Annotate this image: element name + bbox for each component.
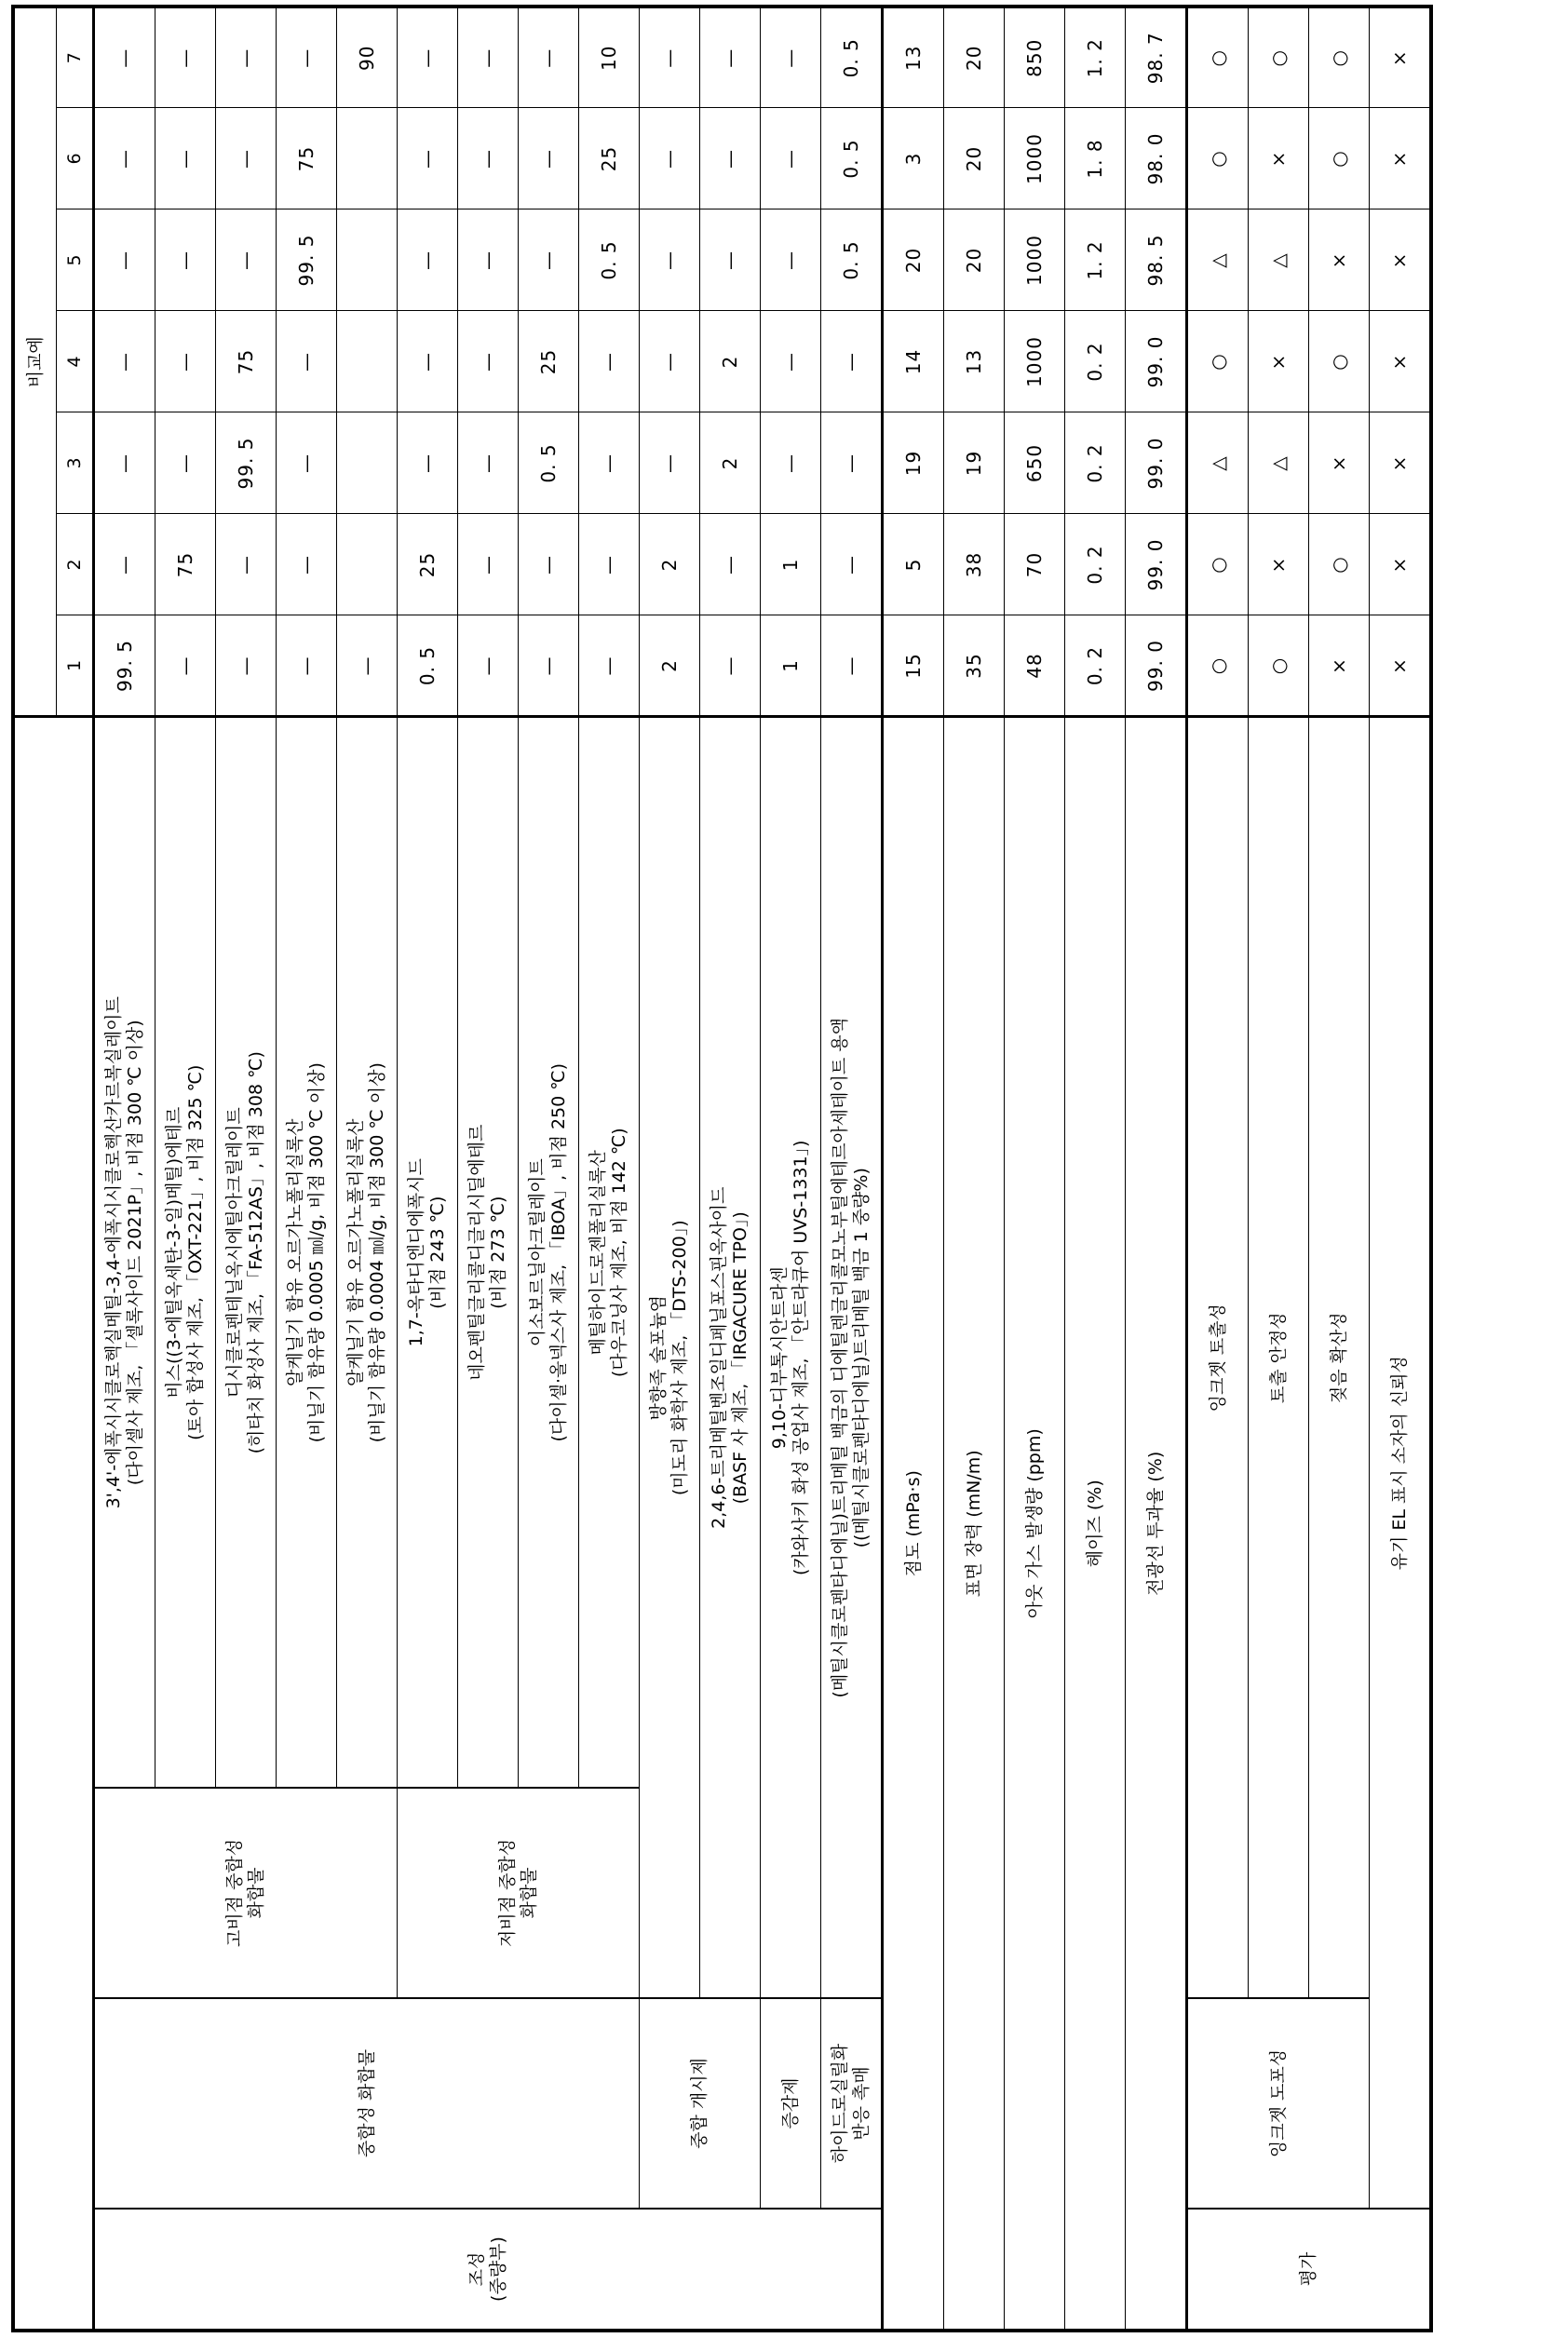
value-cell-example-4: 0. 2 — [1065, 311, 1126, 412]
value-cell-example-3: — — [94, 412, 155, 514]
low-boiling-group: 저비점 중합성 화합물 — [398, 1788, 640, 1998]
compound-name: 네오펜틸글리콜디글리시딜에테르 (비점 273 ℃) — [458, 717, 519, 1788]
comparative-examples-table — [11, 5, 1433, 2332]
evaluation-name: 젖음 확산성 — [1309, 717, 1370, 1998]
value-cell-example-7: 10 — [579, 7, 640, 108]
value-cell-example-2: 75 — [155, 514, 216, 615]
value-cell-example-4: — — [761, 311, 821, 412]
composition-row — [700, 7, 761, 2331]
value-cell-example-4: × — [1370, 311, 1432, 412]
value-cell-example-3: 2 — [700, 412, 761, 514]
value-cell-example-2: — — [821, 514, 883, 615]
value-cell-example-2: × — [1370, 514, 1432, 615]
value-cell-example-5: 1000 — [1005, 209, 1065, 311]
value-cell-example-4: — — [458, 311, 519, 412]
value-cell-example-6: × — [1370, 108, 1432, 209]
property-name: 점도 (mPa·s) — [883, 717, 944, 2331]
value-cell-example-1: — — [579, 615, 640, 717]
polymerizable-compound-group: 중합성 화합물 — [94, 1998, 640, 2209]
value-cell-example-6: ○ — [1187, 108, 1249, 209]
value-cell-example-7: ○ — [1249, 7, 1309, 108]
evaluation-name: 토출 안정성 — [1249, 717, 1309, 1998]
value-cell-example-4: — — [277, 311, 337, 412]
value-cell-example-7: 0. 5 — [821, 7, 883, 108]
value-cell-example-2: — — [700, 514, 761, 615]
value-cell-example-1: 99. 5 — [94, 615, 155, 717]
value-cell-example-5: — — [458, 209, 519, 311]
value-cell-example-1: 48 — [1005, 615, 1065, 717]
value-cell-example-5: — — [640, 209, 700, 311]
value-cell-example-5: 20 — [944, 209, 1005, 311]
evaluation-category: 평가 — [1187, 2209, 1432, 2331]
property-row — [1126, 7, 1187, 2331]
example-number-1: 1 — [57, 615, 94, 717]
value-cell-example-2: — — [579, 514, 640, 615]
value-cell-example-7: — — [519, 7, 579, 108]
value-cell-example-3: — — [579, 412, 640, 514]
value-cell-example-6: — — [398, 108, 458, 209]
value-cell-example-1: ○ — [1187, 615, 1249, 717]
value-cell-example-1: — — [458, 615, 519, 717]
example-number-4: 4 — [57, 311, 94, 412]
value-cell-example-5: — — [155, 209, 216, 311]
property-row — [944, 7, 1005, 2331]
value-cell-example-7: — — [458, 7, 519, 108]
value-cell-example-6: 20 — [944, 108, 1005, 209]
value-cell-example-1: — — [277, 615, 337, 717]
value-cell-example-7: ○ — [1309, 7, 1370, 108]
value-cell-example-1: ○ — [1249, 615, 1309, 717]
value-cell-example-2: — — [216, 514, 277, 615]
value-cell-example-3: 0. 2 — [1065, 412, 1126, 514]
value-cell-example-1: 0. 5 — [398, 615, 458, 717]
example-number-2: 2 — [57, 514, 94, 615]
value-cell-example-3: 19 — [944, 412, 1005, 514]
value-cell-example-1: 1 — [761, 615, 821, 717]
value-cell-example-6: — — [94, 108, 155, 209]
value-cell-example-6: ○ — [1309, 108, 1370, 209]
value-cell-example-7: — — [155, 7, 216, 108]
value-cell-example-5: 0. 5 — [579, 209, 640, 311]
value-cell-example-4: — — [640, 311, 700, 412]
value-cell-example-1: — — [216, 615, 277, 717]
value-cell-example-5: — — [761, 209, 821, 311]
value-cell-example-5: — — [700, 209, 761, 311]
value-cell-example-6: — — [640, 108, 700, 209]
inkjet-coatability-group: 잉크젯 도포성 — [1187, 1998, 1370, 2209]
high-boiling-group: 고비점 중합성 화합물 — [94, 1788, 398, 1998]
value-cell-example-6: — — [519, 108, 579, 209]
value-cell-example-4 — [337, 311, 398, 412]
value-cell-example-3: — — [821, 412, 883, 514]
value-cell-example-2: 0. 2 — [1065, 514, 1126, 615]
value-cell-example-1: 2 — [640, 615, 700, 717]
value-cell-example-6: — — [761, 108, 821, 209]
compound-name: 알케닐기 함유 오르가노폴리실록산 (비닐기 함유량 0.0004 ㏖/g, 비점 300 ℃ 이상) — [337, 717, 398, 1788]
evaluation-row — [1370, 7, 1432, 2331]
value-cell-example-7: 90 — [337, 7, 398, 108]
value-cell-example-1: — — [821, 615, 883, 717]
value-cell-example-7: 20 — [944, 7, 1005, 108]
evaluation-row — [1187, 7, 1249, 2331]
value-cell-example-2: — — [519, 514, 579, 615]
value-cell-example-3: △ — [1249, 412, 1309, 514]
value-cell-example-5: × — [1370, 209, 1432, 311]
value-cell-example-7: 13 — [883, 7, 944, 108]
value-cell-example-4: 99. 0 — [1126, 311, 1187, 412]
value-cell-example-6: 1000 — [1005, 108, 1065, 209]
value-cell-example-4: — — [579, 311, 640, 412]
label-header-cell — [13, 717, 94, 2331]
value-cell-example-5: 20 — [883, 209, 944, 311]
value-cell-example-7: — — [700, 7, 761, 108]
value-cell-example-6: — — [458, 108, 519, 209]
compound-name: 디시클로펜테닐옥시에틸아크릴레이트 (히타치 화성사 제조, 「FA-512AS」, 비점 308 ℃) — [216, 717, 277, 1788]
value-cell-example-4: 25 — [519, 311, 579, 412]
value-cell-example-1: — — [337, 615, 398, 717]
value-cell-example-6: — — [155, 108, 216, 209]
value-cell-example-5: 0. 5 — [821, 209, 883, 311]
value-cell-example-7: 1. 2 — [1065, 7, 1126, 108]
value-cell-example-2: — — [458, 514, 519, 615]
compound-name: 메틸하이드로젠폴리실록산 (다우코닝사 제조, 비점 142 ℃) — [579, 717, 640, 1788]
value-cell-example-5: 99. 5 — [277, 209, 337, 311]
value-cell-example-7: — — [640, 7, 700, 108]
compound-name: 방향족 술포늄염 (미도리 화학사 제조, 「DTS-200」) — [640, 717, 700, 1998]
value-cell-example-6: 3 — [883, 108, 944, 209]
value-cell-example-3: 19 — [883, 412, 944, 514]
value-cell-example-6: 1. 8 — [1065, 108, 1126, 209]
value-cell-example-4: 2 — [700, 311, 761, 412]
property-name: 전광선 투과율 (%) — [1126, 717, 1187, 2331]
value-cell-example-3: △ — [1187, 412, 1249, 514]
header-row — [13, 7, 57, 2331]
value-cell-example-2: ○ — [1187, 514, 1249, 615]
value-cell-example-5: △ — [1187, 209, 1249, 311]
value-cell-example-5 — [337, 209, 398, 311]
value-cell-example-4: — — [155, 311, 216, 412]
value-cell-example-2 — [337, 514, 398, 615]
compound-name: (메틸시클로펜타디에닐)트리메틸 백금의 디에틸렌글리콜모노부틸에테르아세테이트 용액 ((메틸시클로펜타디에닐)트리메틸 백금 1 중량%) — [821, 717, 883, 1998]
value-cell-example-2: — — [94, 514, 155, 615]
comparative-example-header: 비교예 — [13, 7, 57, 717]
compound-name: 3',4'-에폭시시클로헥실메틸-3,4-에폭시시클로헥산카르복실레이트 (다이셀사 제조, 「셀록사이드 2021P」, 비점 300 ℃ 이상) — [94, 717, 155, 1788]
initiator-group: 중합 개시제 — [640, 1998, 761, 2209]
value-cell-example-7: 98. 7 — [1126, 7, 1187, 108]
catalyst-group: 하이드로실릴화 반응 촉매 — [821, 1998, 883, 2209]
value-cell-example-7: — — [94, 7, 155, 108]
value-cell-example-4: — — [94, 311, 155, 412]
value-cell-example-5: — — [398, 209, 458, 311]
value-cell-example-6 — [337, 108, 398, 209]
value-cell-example-7: × — [1370, 7, 1432, 108]
compound-name: 2,4,6-트리메틸벤조일디페닐포스핀옥사이드 (BASF 사 제조, 「IRGACURE TPO」) — [700, 717, 761, 1998]
rotated-page — [0, 0, 1568, 2338]
property-name: 헤이즈 (%) — [1065, 717, 1126, 2331]
composition-row — [821, 7, 883, 2331]
value-cell-example-1: 35 — [944, 615, 1005, 717]
value-cell-example-3: × — [1309, 412, 1370, 514]
value-cell-example-5: — — [216, 209, 277, 311]
property-name: 아웃 가스 발생량 (ppm) — [1005, 717, 1065, 2331]
compound-name: 9,10-디부톡시안트라센 (카와사키 화성 공업사 제조, 「안트라큐어 UVS-1331」) — [761, 717, 821, 1998]
value-cell-example-3: — — [155, 412, 216, 514]
value-cell-example-3: 99. 0 — [1126, 412, 1187, 514]
value-cell-example-3: — — [458, 412, 519, 514]
value-cell-example-3 — [337, 412, 398, 514]
value-cell-example-1: — — [519, 615, 579, 717]
compound-name: 알케닐기 함유 오르가노폴리실록산 (비닐기 함유량 0.0005 ㏖/g, 비점 300 ℃ 이상) — [277, 717, 337, 1788]
value-cell-example-2: 38 — [944, 514, 1005, 615]
value-cell-example-7: 850 — [1005, 7, 1065, 108]
composition-row — [761, 7, 821, 2331]
value-cell-example-1: — — [155, 615, 216, 717]
value-cell-example-5: × — [1309, 209, 1370, 311]
value-cell-example-3: — — [398, 412, 458, 514]
composition-row — [94, 7, 155, 2331]
value-cell-example-1: 0. 2 — [1065, 615, 1126, 717]
example-number-7: 7 — [57, 7, 94, 108]
evaluation-name: 잉크젯 토출성 — [1187, 717, 1249, 1998]
compound-name: 1,7-옥타디엔디에폭시드 (비점 243 ℃) — [398, 717, 458, 1788]
value-cell-example-6: — — [700, 108, 761, 209]
value-cell-example-4: 1000 — [1005, 311, 1065, 412]
value-cell-example-2: ○ — [1309, 514, 1370, 615]
example-number-6: 6 — [57, 108, 94, 209]
value-cell-example-7: — — [277, 7, 337, 108]
composition-row — [398, 7, 458, 2331]
value-cell-example-7: ○ — [1187, 7, 1249, 108]
composition-row — [640, 7, 700, 2331]
evaluation-name: 유기 EL 표시 소자의 신뢰성 — [1370, 717, 1432, 2209]
value-cell-example-1: × — [1370, 615, 1432, 717]
value-cell-example-4: ○ — [1187, 311, 1249, 412]
value-cell-example-4: 75 — [216, 311, 277, 412]
value-cell-example-5: △ — [1249, 209, 1309, 311]
value-cell-example-6: 25 — [579, 108, 640, 209]
sensitizer-group: 증감제 — [761, 1998, 821, 2209]
value-cell-example-2: 2 — [640, 514, 700, 615]
value-cell-example-3: — — [640, 412, 700, 514]
compound-name: 비스((3-에틸옥세탄-3-일)메틸)에테르 (토아 합성사 제조, 「OXT-221」, 비점 325 ℃) — [155, 717, 216, 1788]
value-cell-example-6: — — [216, 108, 277, 209]
value-cell-example-5: 98. 5 — [1126, 209, 1187, 311]
value-cell-example-5: — — [94, 209, 155, 311]
compound-name: 이소보르닐아크릴레이트 (다이셀·올넥스사 제조, 「IBOA」, 비점 250 ℃) — [519, 717, 579, 1788]
property-name: 표면 장력 (mN/m) — [944, 717, 1005, 2331]
value-cell-example-6: 75 — [277, 108, 337, 209]
value-cell-example-3: 0. 5 — [519, 412, 579, 514]
evaluation-row — [1249, 7, 1309, 2331]
value-cell-example-3: — — [761, 412, 821, 514]
example-number-3: 3 — [57, 412, 94, 514]
value-cell-example-4: 13 — [944, 311, 1005, 412]
value-cell-example-2: 99. 0 — [1126, 514, 1187, 615]
value-cell-example-7: — — [761, 7, 821, 108]
value-cell-example-3: × — [1370, 412, 1432, 514]
composition-category: 조성 (중량부) — [94, 2209, 883, 2331]
value-cell-example-2: — — [277, 514, 337, 615]
example-number-5: 5 — [57, 209, 94, 311]
value-cell-example-1: 15 — [883, 615, 944, 717]
value-cell-example-2: 5 — [883, 514, 944, 615]
value-cell-example-1: 99. 0 — [1126, 615, 1187, 717]
property-row — [1005, 7, 1065, 2331]
value-cell-example-6: × — [1249, 108, 1309, 209]
value-cell-example-4: × — [1249, 311, 1309, 412]
value-cell-example-6: 98. 0 — [1126, 108, 1187, 209]
value-cell-example-2: 70 — [1005, 514, 1065, 615]
property-row — [883, 7, 944, 2331]
value-cell-example-4: 14 — [883, 311, 944, 412]
value-cell-example-3: — — [277, 412, 337, 514]
value-cell-example-1: — — [700, 615, 761, 717]
value-cell-example-4: — — [398, 311, 458, 412]
value-cell-example-3: 650 — [1005, 412, 1065, 514]
property-row — [1065, 7, 1126, 2331]
value-cell-example-7: — — [398, 7, 458, 108]
value-cell-example-5: — — [519, 209, 579, 311]
value-cell-example-4: ○ — [1309, 311, 1370, 412]
value-cell-example-1: × — [1309, 615, 1370, 717]
value-cell-example-2: × — [1249, 514, 1309, 615]
value-cell-example-2: 1 — [761, 514, 821, 615]
value-cell-example-6: 0. 5 — [821, 108, 883, 209]
value-cell-example-5: 1. 2 — [1065, 209, 1126, 311]
value-cell-example-7: — — [216, 7, 277, 108]
value-cell-example-3: 99. 5 — [216, 412, 277, 514]
value-cell-example-2: 25 — [398, 514, 458, 615]
evaluation-row — [1309, 7, 1370, 2331]
value-cell-example-4: — — [821, 311, 883, 412]
